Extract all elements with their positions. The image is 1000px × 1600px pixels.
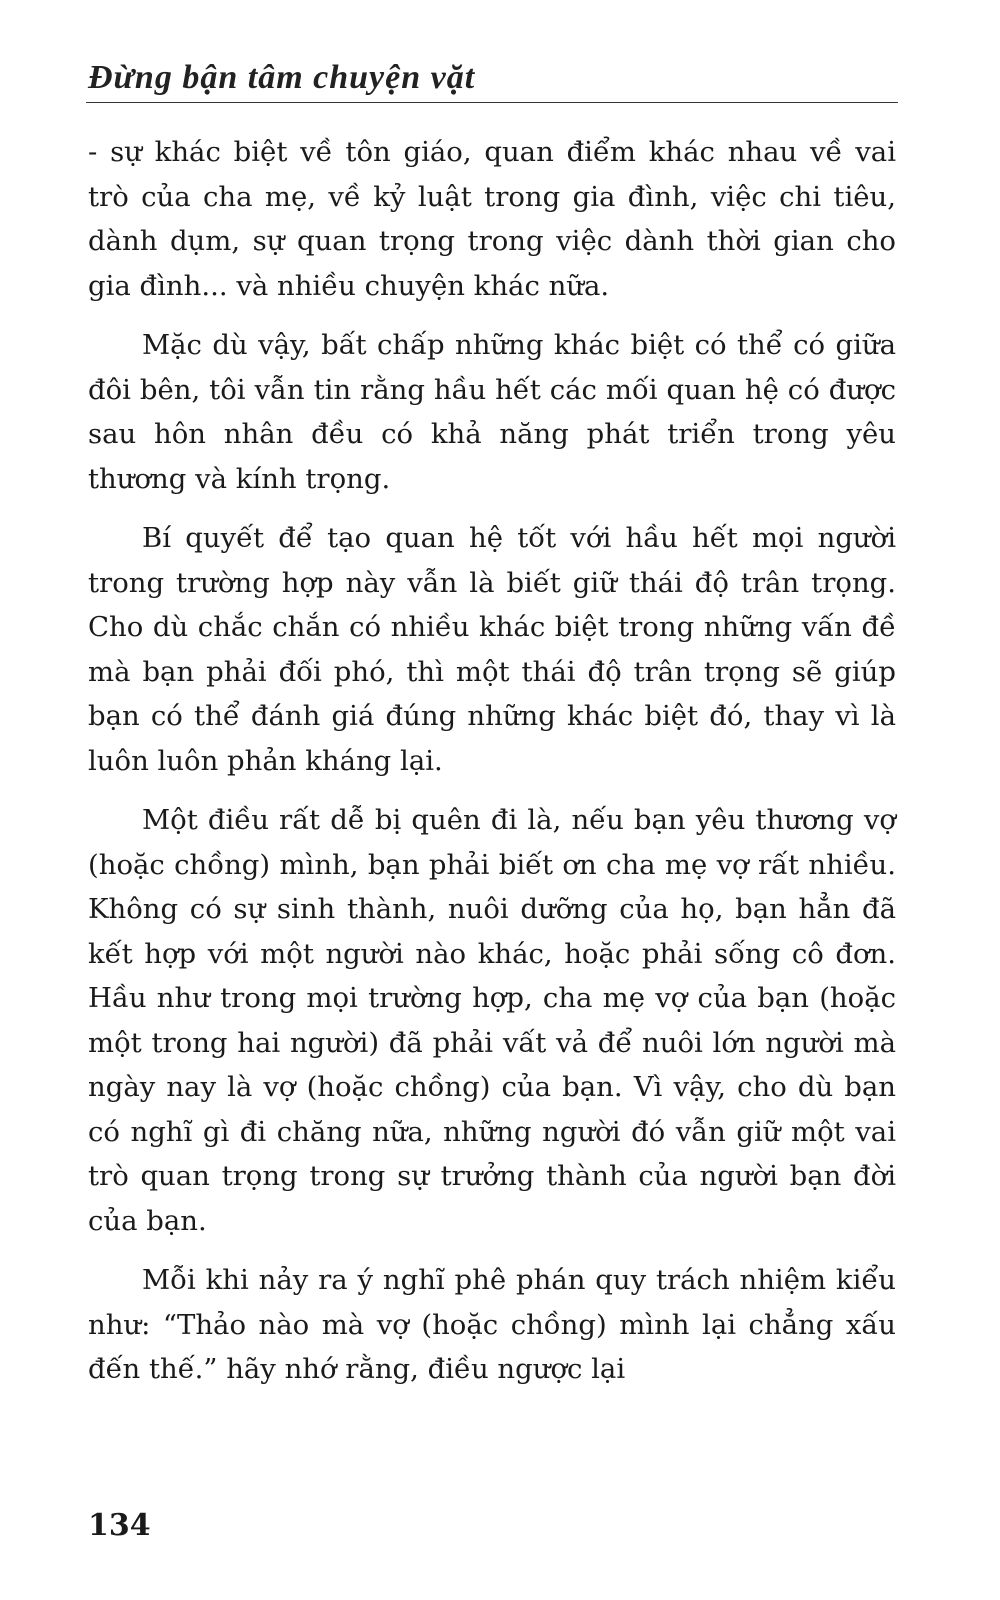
paragraph-3: Bí quyết để tạo quan hệ tốt với hầu hết mọi người trong trường hợp này vẫn là biết giữ thái độ trân trọng. Cho dù chắc chắn có nhiều khác biệt trong những vấn đề mà bạn phải đối phó, thì một thái độ trân trọng sẽ giúp bạn có thể đánh giá đúng những khác biệt đó, thay vì là luôn luôn phản kháng lại. <box>88 522 896 777</box>
header-divider <box>86 102 898 103</box>
paragraph-1: - sự khác biệt về tôn giáo, quan điểm khác nhau về vai trò của cha mẹ, về kỷ luật trong gia đình, việc chi tiêu, dành dụm, sự quan trọng trong việc dành thời gian cho gia đình... và nhiều chuyện khác nữa. <box>88 136 896 302</box>
paragraph-4: Một điều rất dễ bị quên đi là, nếu bạn yêu thương vợ (hoặc chồng) mình, bạn phải biết ơn cha mẹ vợ rất nhiều. Không có sự sinh thành, nuôi dưỡng của họ, bạn hẳn đã kết hợp với một người nào khác, hoặc phải sống cô đơn. Hầu như trong mọi trường hợp, cha mẹ vợ của bạn (hoặc một trong hai người) đã phải vất vả để nuôi lớn người mà ngày nay là vợ (hoặc chồng) của bạn. Vì vậy, cho dù bạn có nghĩ gì đi chăng nữa, những người đó vẫn giữ một vai trò quan trọng trong sự trưởng thành của người bạn đời của bạn. <box>88 804 896 1237</box>
body-text <box>88 130 896 1407</box>
paragraph-5: Mỗi khi nảy ra ý nghĩ phê phán quy trách nhiệm kiểu như: “Thảo nào mà vợ (hoặc chồng) mình lại chẳng xấu đến thế.” hãy nhớ rằng, điều ngược lại <box>88 1264 896 1385</box>
running-header-title: Đừng bận tâm chuyện vặt <box>88 59 476 96</box>
paragraph-2: Mặc dù vậy, bất chấp những khác biệt có thể có giữa đôi bên, tôi vẫn tin rằng hầu hết các mối quan hệ có được sau hôn nhân đều có khả năng phát triển trong yêu thương và kính trọng. <box>88 329 896 495</box>
page-number: 134 <box>88 1508 151 1543</box>
